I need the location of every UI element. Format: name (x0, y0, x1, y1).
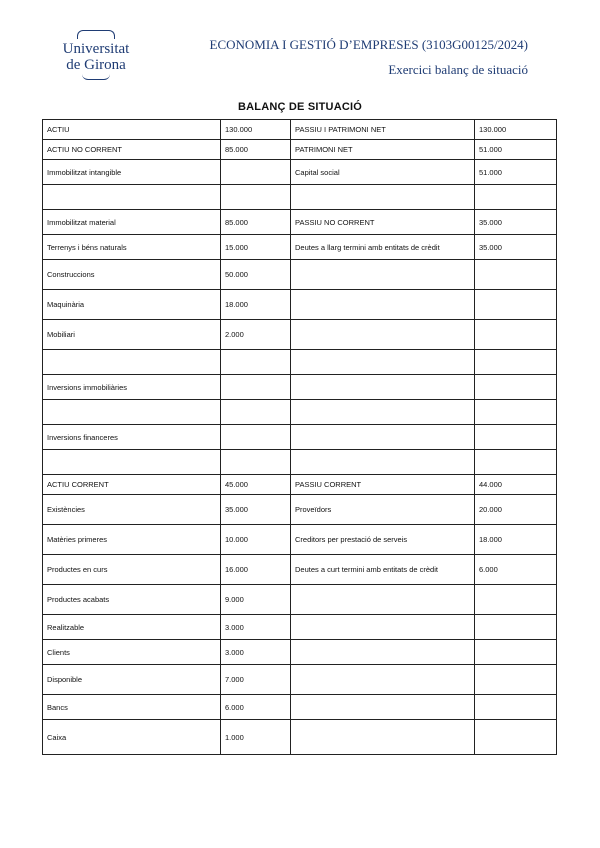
asset-label-cell: Immobilitzat intangible (43, 160, 221, 185)
liability-label-cell: Deutes a curt termini amb entitats de crèdit (291, 555, 475, 585)
asset-label-cell: Bancs (43, 695, 221, 720)
liability-label-cell: Deutes a llarg termini amb entitats de crèdit (291, 235, 475, 260)
asset-value-cell: 2.000 (221, 320, 291, 350)
liability-label-cell (291, 615, 475, 640)
liability-value-cell: 51.000 (475, 160, 557, 185)
liability-label-cell (291, 425, 475, 450)
asset-value-cell (221, 160, 291, 185)
table-row (43, 260, 557, 290)
asset-value-cell (221, 425, 291, 450)
table-row (43, 290, 557, 320)
asset-value-cell: 3.000 (221, 640, 291, 665)
table-row (43, 450, 557, 475)
liability-label-cell (291, 350, 475, 375)
table-row (43, 665, 557, 695)
asset-value-cell: 45.000 (221, 475, 291, 495)
liability-label-cell: PASSIU I PATRIMONI NET (291, 120, 475, 140)
liability-label-cell (291, 400, 475, 425)
liability-label-cell: PATRIMONI NET (291, 140, 475, 160)
liability-label-cell: PASSIU CORRENT (291, 475, 475, 495)
liability-value-cell: 35.000 (475, 235, 557, 260)
liability-value-cell (475, 350, 557, 375)
liability-value-cell (475, 585, 557, 615)
liability-value-cell (475, 720, 557, 755)
asset-value-cell (221, 185, 291, 210)
liability-value-cell (475, 425, 557, 450)
liability-label-cell (291, 720, 475, 755)
asset-label-cell: ACTIU CORRENT (43, 475, 221, 495)
liability-value-cell: 44.000 (475, 475, 557, 495)
balance-sheet-table (42, 119, 557, 755)
asset-value-cell: 50.000 (221, 260, 291, 290)
table-row (43, 140, 557, 160)
liability-value-cell: 130.000 (475, 120, 557, 140)
liability-label-cell (291, 290, 475, 320)
liability-label-cell (291, 320, 475, 350)
liability-value-cell: 51.000 (475, 140, 557, 160)
table-row (43, 475, 557, 495)
asset-value-cell: 7.000 (221, 665, 291, 695)
table-row (43, 350, 557, 375)
asset-label-cell: Caixa (43, 720, 221, 755)
asset-label-cell (43, 450, 221, 475)
liability-value-cell (475, 290, 557, 320)
asset-label-cell: Maquinària (43, 290, 221, 320)
asset-value-cell: 18.000 (221, 290, 291, 320)
table-row (43, 120, 557, 140)
table-row (43, 320, 557, 350)
liability-value-cell (475, 665, 557, 695)
asset-label-cell: Disponible (43, 665, 221, 695)
asset-label-cell: Matèries primeres (43, 525, 221, 555)
liability-label-cell (291, 260, 475, 290)
asset-label-cell (43, 400, 221, 425)
liability-value-cell (475, 185, 557, 210)
asset-label-cell: Construccions (43, 260, 221, 290)
liability-label-cell (291, 450, 475, 475)
asset-value-cell: 16.000 (221, 555, 291, 585)
asset-label-cell: ACTIU (43, 120, 221, 140)
liability-label-cell (291, 585, 475, 615)
liability-value-cell (475, 400, 557, 425)
asset-value-cell (221, 450, 291, 475)
asset-value-cell: 130.000 (221, 120, 291, 140)
asset-label-cell: Existències (43, 495, 221, 525)
table-row (43, 695, 557, 720)
liability-value-cell (475, 375, 557, 400)
asset-value-cell: 15.000 (221, 235, 291, 260)
asset-label-cell (43, 350, 221, 375)
liability-label-cell: PASSIU NO CORRENT (291, 210, 475, 235)
liability-value-cell (475, 615, 557, 640)
liability-value-cell (475, 640, 557, 665)
table-row (43, 640, 557, 665)
table-row (43, 210, 557, 235)
asset-label-cell: Immobilitzat material (43, 210, 221, 235)
asset-value-cell (221, 375, 291, 400)
liability-value-cell (475, 695, 557, 720)
liability-value-cell: 35.000 (475, 210, 557, 235)
liability-label-cell: Proveïdors (291, 495, 475, 525)
asset-value-cell (221, 350, 291, 375)
asset-label-cell: Productes en curs (43, 555, 221, 585)
table-row (43, 235, 557, 260)
asset-label-cell: ACTIU NO CORRENT (43, 140, 221, 160)
table-row (43, 400, 557, 425)
liability-value-cell: 6.000 (475, 555, 557, 585)
liability-label-cell (291, 695, 475, 720)
liability-label-cell (291, 375, 475, 400)
liability-label-cell (291, 640, 475, 665)
asset-label-cell: Terrenys i béns naturals (43, 235, 221, 260)
asset-value-cell: 85.000 (221, 140, 291, 160)
course-title: ECONOMIA I GESTIÓ D’EMPRESES (3103G00125/2024) (209, 37, 528, 52)
table-row (43, 495, 557, 525)
table-row (43, 425, 557, 450)
university-logo (44, 30, 148, 80)
asset-value-cell: 9.000 (221, 585, 291, 615)
liability-value-cell: 18.000 (475, 525, 557, 555)
asset-label-cell: Clients (43, 640, 221, 665)
table-row (43, 720, 557, 755)
asset-label-cell: Productes acabats (43, 585, 221, 615)
asset-label-cell: Mobiliari (43, 320, 221, 350)
asset-value-cell: 1.000 (221, 720, 291, 755)
asset-value-cell: 6.000 (221, 695, 291, 720)
logo-arch-icon (77, 30, 115, 39)
liability-value-cell (475, 260, 557, 290)
table-row (43, 185, 557, 210)
asset-value-cell (221, 400, 291, 425)
table-row (43, 525, 557, 555)
liability-label-cell: Capital social (291, 160, 475, 185)
logo-line-1: Universitat (62, 41, 130, 57)
asset-value-cell: 35.000 (221, 495, 291, 525)
table-row (43, 160, 557, 185)
table-row (43, 375, 557, 400)
logo-swash-icon (82, 74, 110, 80)
page-title: BALANÇ DE SITUACIÓ (238, 101, 362, 113)
exercise-title: Exercici balanç de situació (388, 62, 528, 77)
liability-value-cell: 20.000 (475, 495, 557, 525)
asset-value-cell: 10.000 (221, 525, 291, 555)
table-row (43, 555, 557, 585)
asset-value-cell: 85.000 (221, 210, 291, 235)
asset-value-cell: 3.000 (221, 615, 291, 640)
liability-value-cell (475, 320, 557, 350)
asset-label-cell: Inversions immobiliàries (43, 375, 221, 400)
liability-label-cell: Creditors per prestació de serveis (291, 525, 475, 555)
table-row (43, 615, 557, 640)
liability-value-cell (475, 450, 557, 475)
asset-label-cell: Inversions financeres (43, 425, 221, 450)
liability-label-cell (291, 185, 475, 210)
liability-label-cell (291, 665, 475, 695)
asset-label-cell (43, 185, 221, 210)
asset-label-cell: Realitzable (43, 615, 221, 640)
table-row (43, 585, 557, 615)
logo-line-2: de Girona (66, 57, 126, 73)
